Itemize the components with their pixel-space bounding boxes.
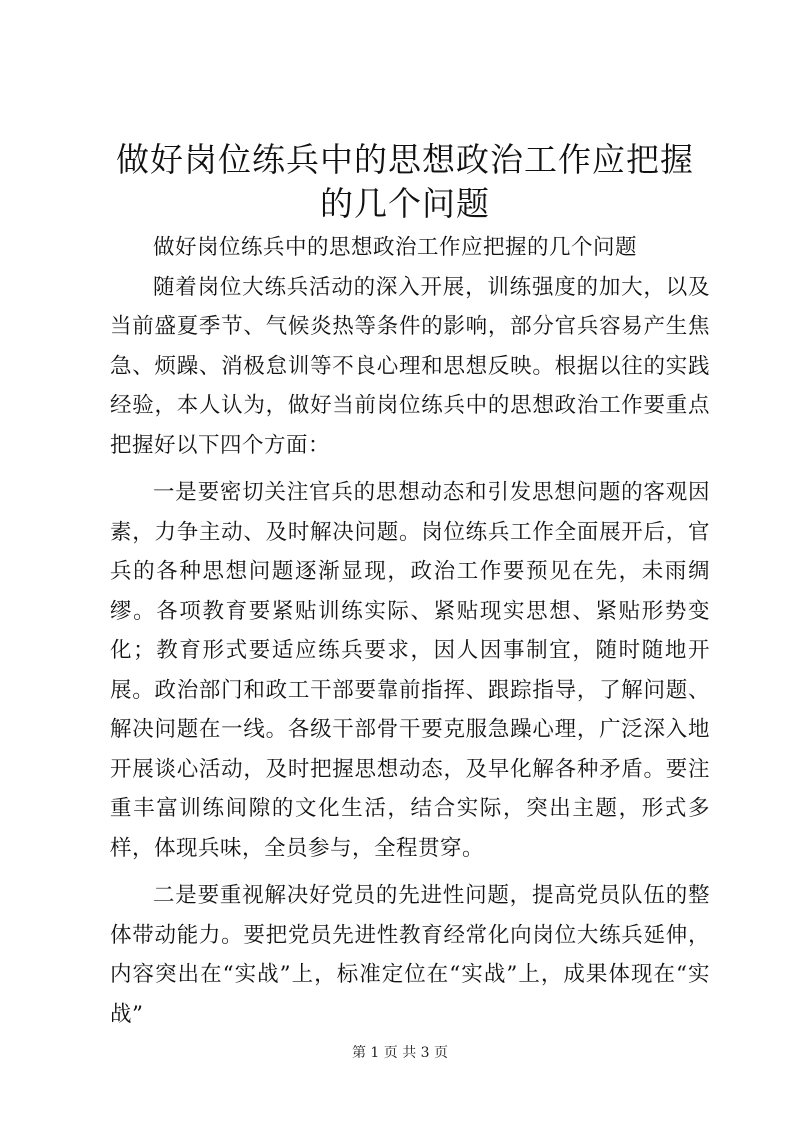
paragraph-point-one: 一是要密切关注官兵的思想动态和引发思想问题的客观因素，力争主动、及时解决问题。岗位练兵工作全面展开后，官兵的各种思想问题逐渐显现，政治工作要预见在先，未雨绸缪。各项教育要紧贴训练实际、紧贴现实思想、紧贴形势变化；教育形式要适应练兵要求，因人因事制宜，随时随地开展。政治部门和政工干部要靠前指挥、跟踪指导，了解问题、解决问题在一线。各级干部骨干要克服急躁心理，广泛深入地开展谈心活动，及时把握思想动态，及早化解各种矛盾。要注重丰富训练间隙的文化生活，结合实际，突出主题，形式多样，体现兵味，全员参与，全程贯穿。 [110,480,710,861]
paragraph-point-two: 二是要重视解决好党员的先进性问题，提高党员队伍的整体带动能力。要把党员先进性教育经常化向岗位大练兵延伸，内容突出在“实战”上，标准定位在“实战”上，成果体现在“实战” [110,883,710,1027]
paragraph-intro: 随着岗位大练兵活动的深入开展，训练强度的加大，以及当前盛夏季节、气候炎热等条件的影响，部分官兵容易产生焦急、烦躁、消极怠训等不良心理和思想反映。根据以往的实践经验，本人认为，做好当前岗位练兵中的思想政治工作要重点把握好以下四个方面： [110,274,710,458]
document-title: 做好岗位练兵中的思想政治工作应把握的几个问题 [116,140,694,223]
paragraph-subtitle: 做好岗位练兵中的思想政治工作应把握的几个问题 [153,235,638,260]
document-body [110,228,710,1034]
page-footer: 第 1 页 共 3 页 [351,1045,449,1061]
